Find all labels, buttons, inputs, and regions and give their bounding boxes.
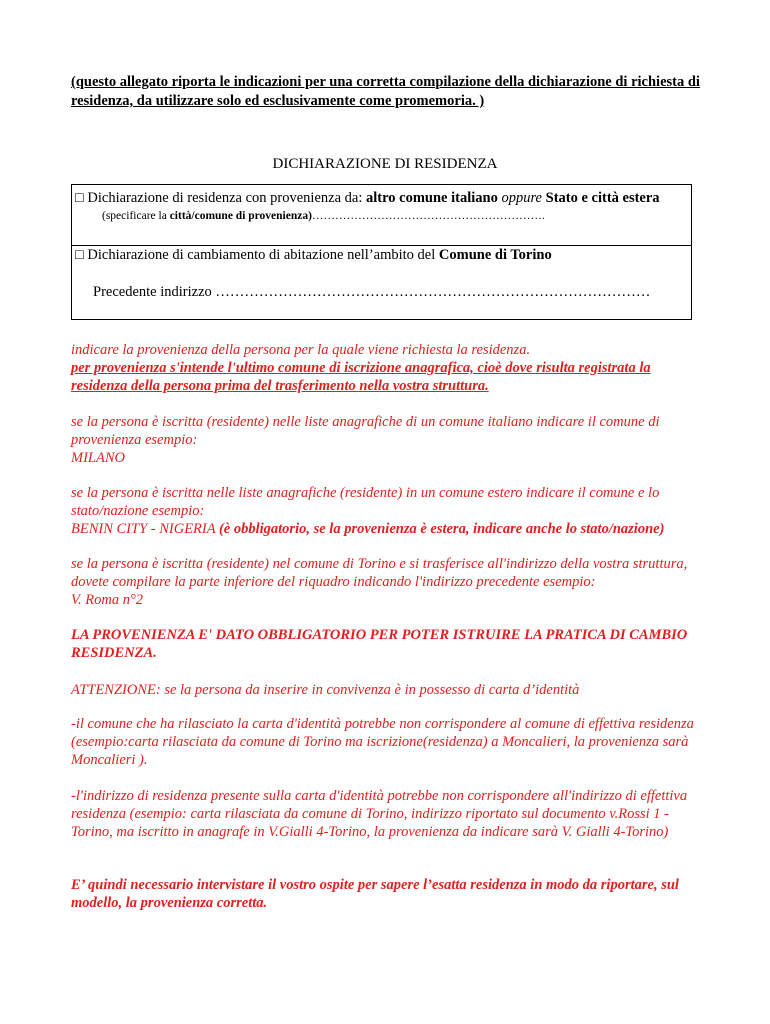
note-italian-example: MILANO: [71, 450, 125, 466]
option-row-provenance: [72, 185, 691, 246]
note-block-1: [71, 341, 706, 395]
option-change-prefix: Dichiarazione di cambiamento di abitazione nell’ambito del: [87, 247, 439, 263]
sub-dots-field[interactable]: …………………………………………………….: [311, 210, 545, 222]
note-block-4: [71, 555, 706, 609]
checkbox-provenance[interactable]: □: [75, 190, 84, 206]
previous-address-line: [93, 284, 650, 301]
note-foreign-mandatory: (è obbligatorio, se la provenienza è estera, indicare anche lo stato/nazione): [218, 521, 665, 537]
note-block-3: [71, 484, 706, 538]
note-interview: E’ quindi necessario intervistare il vostro ospite per sapere l’esatta residenza in modo da riportare, sul modello, la provenienza corretta.: [71, 877, 679, 911]
option-change-line: [75, 247, 552, 264]
note-italian-comune: se la persona è iscritta (residente) nelle liste anagrafiche di un comune italiano indicare il comune di provenienza esempio:: [71, 414, 660, 448]
option-provenance-italic: oppure: [497, 190, 546, 206]
declaration-form-box: [71, 184, 692, 320]
intro-note: (questo allegato riporta le indicazioni per una corretta compilazione della dichiarazione di richiesta di residenza, da utilizzare solo ed esclusivamente come promemoria. ): [71, 74, 700, 109]
note-block-2: [71, 413, 706, 467]
option-change-bold: Comune di Torino: [438, 247, 552, 263]
sub-prefix: (specificare la: [102, 210, 170, 222]
option-provenance-bold2: Stato e città estera: [545, 190, 660, 206]
option-provenance-bold1: altro comune italiano: [365, 190, 498, 206]
note-provenance-definition: per provenienza s'intende l'ultimo comune di iscrizione anagrafica, cioè dove risulta registrata la residenza della persona prima del trasferimento nella vostra struttura.: [71, 360, 651, 394]
note-torino-transfer: se la persona è iscritta (residente) nel comune di Torino e si trasferisce all'indirizzo della vostra struttura, dovete compilare la parte inferiore del riquadro indicando l'indirizzo precedente esempio:: [71, 556, 688, 590]
note-foreign-example-line: [71, 520, 706, 538]
note-foreign-example: BENIN CITY - NIGERIA: [71, 521, 219, 537]
note-torino-example: V. Roma n°2: [71, 592, 143, 608]
note-foreign-comune: se la persona è iscritta nelle liste anagrafiche (residente) in un comune estero indicare il comune e lo stato/nazione esempio:: [71, 485, 660, 519]
note-id-comune: -il comune che ha rilasciato la carta d'identità potrebbe non corrispondere al comune di effettiva residenza (esempio:carta rilasciata da comune di Torino ma iscrizione(residenza) a Moncalieri, la provenienza sarà Moncalieri ).: [71, 716, 694, 768]
previous-address-field[interactable]: ………………………………………………………………………………: [215, 284, 651, 300]
note-id-address: -l'indirizzo di residenza presente sulla carta d'identità potrebbe non corrispondere all'indirizzo di effettiva residenza (esempio: carta rilasciata da comune di Torino, indirizzo riportato sul documento v.Rossi 1 -Torino, ma iscritto in anagrafe in V.Gialli 4-Torino, la provenienza da indicare sarà V. Gialli 4-Torino): [71, 788, 688, 840]
document-title: DICHIARAZIONE DI RESIDENZA: [272, 156, 498, 172]
option-provenance-sub: [102, 210, 545, 222]
note-attention: ATTENZIONE: se la persona da inserire in convivenza è in possesso di carta d’identità: [71, 682, 580, 698]
option-provenance-line: [75, 190, 660, 207]
option-provenance-prefix: Dichiarazione di residenza con provenienza da:: [87, 190, 366, 206]
note-mandatory-warning: LA PROVENIENZA E' DATO OBBLIGATORIO PER POTER ISTRUIRE LA PRATICA DI CAMBIO RESIDENZA.: [71, 627, 688, 661]
previous-address-label: Precedente indirizzo: [93, 284, 216, 300]
sub-bold: città/comune di provenienza): [169, 210, 312, 222]
note-provenance: indicare la provenienza della persona per la quale viene richiesta la residenza.: [71, 342, 531, 358]
checkbox-change[interactable]: □: [75, 247, 84, 263]
